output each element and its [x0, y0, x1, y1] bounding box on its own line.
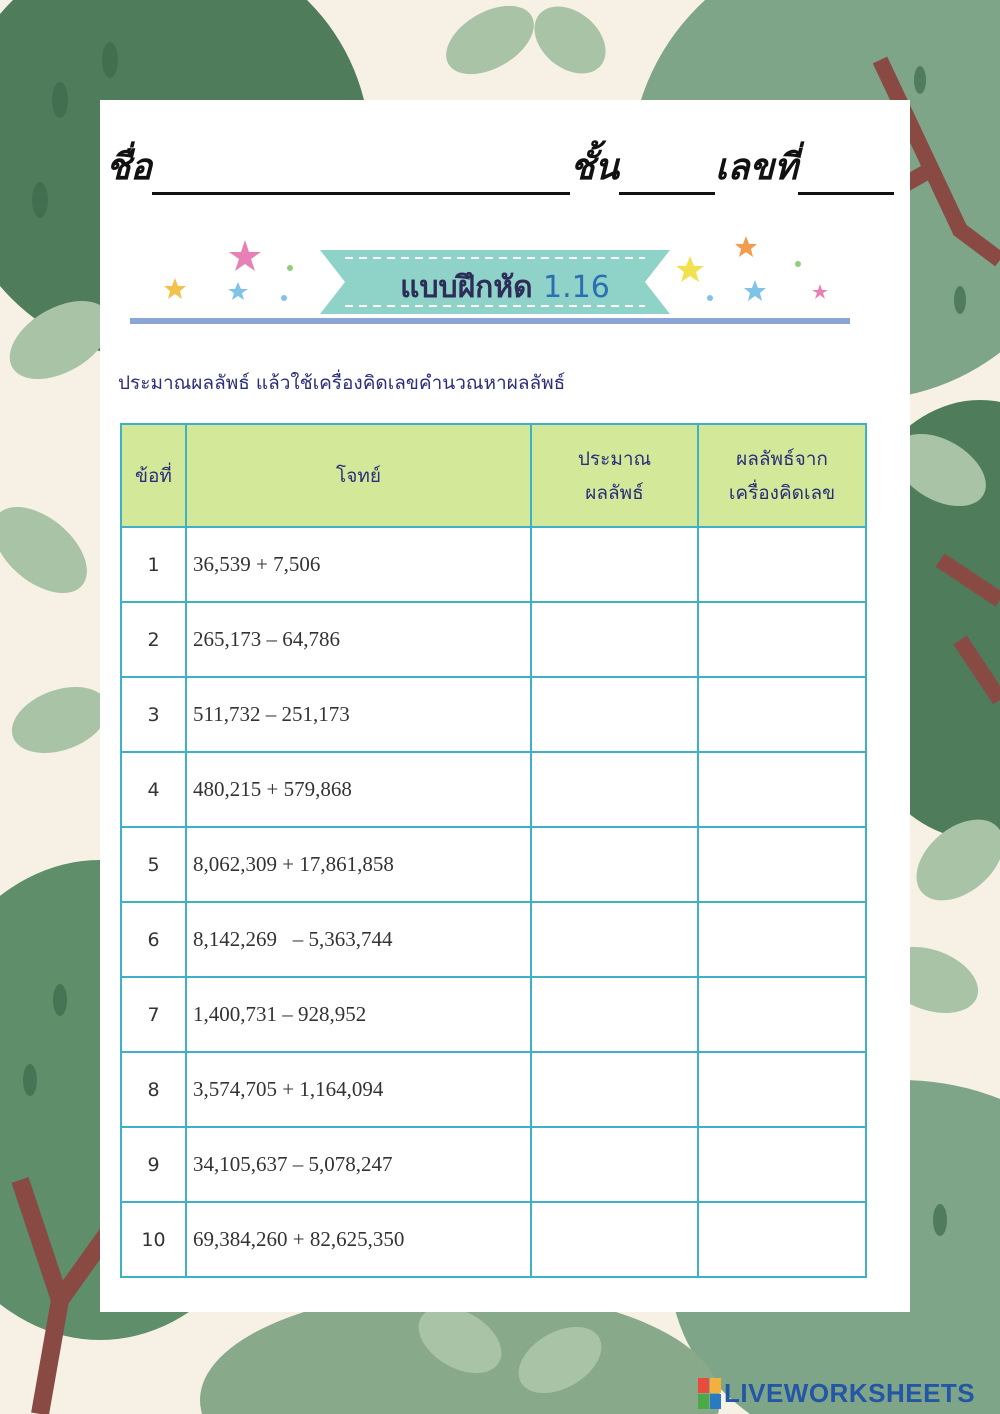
name-field[interactable]	[152, 154, 570, 195]
exercise-table	[120, 423, 867, 1278]
estimate-answer-cell[interactable]	[531, 1127, 698, 1202]
exercise-number: 1.16	[543, 270, 610, 305]
row-number: 8	[121, 1052, 186, 1127]
number-label: เลขที่	[715, 146, 798, 188]
calculator-answer-cell[interactable]	[698, 602, 866, 677]
calculator-answer-cell[interactable]	[698, 1202, 866, 1277]
estimate-answer-cell[interactable]	[531, 827, 698, 902]
exercise-label: แบบฝึกหัด	[400, 270, 533, 305]
problem-cell: 8,142,269 – 5,363,744	[186, 902, 531, 977]
table-header-row	[121, 424, 866, 527]
estimate-answer-cell[interactable]	[531, 677, 698, 752]
row-number: 9	[121, 1127, 186, 1202]
estimate-answer-cell[interactable]	[531, 1202, 698, 1277]
table-row	[121, 1127, 866, 1202]
estimate-answer-cell[interactable]	[531, 1052, 698, 1127]
problem-cell: 34,105,637 – 5,078,247	[186, 1127, 531, 1202]
calculator-answer-cell[interactable]	[698, 1052, 866, 1127]
row-number: 4	[121, 752, 186, 827]
worksheet-page	[100, 100, 910, 1312]
exercise-title	[100, 264, 910, 311]
instruction-text: ประมาณผลลัพธ์ แล้วใช้เครื่องคิดเลขคำนวณหาผลลัพธ์	[118, 372, 566, 394]
header-calculator-result: ผลลัพธ์จาก เครื่องคิดเลข	[698, 424, 866, 527]
row-number: 6	[121, 902, 186, 977]
table-row	[121, 977, 866, 1052]
table-row	[121, 602, 866, 677]
row-number: 5	[121, 827, 186, 902]
problem-cell: 3,574,705 + 1,164,094	[186, 1052, 531, 1127]
student-info-line	[106, 138, 906, 188]
calculator-answer-cell[interactable]	[698, 1127, 866, 1202]
calculator-answer-cell[interactable]	[698, 527, 866, 602]
calculator-answer-cell[interactable]	[698, 827, 866, 902]
table-row	[121, 827, 866, 902]
estimate-answer-cell[interactable]	[531, 977, 698, 1052]
calculator-answer-cell[interactable]	[698, 677, 866, 752]
problem-cell: 511,732 – 251,173	[186, 677, 531, 752]
row-number: 1	[121, 527, 186, 602]
problem-cell: 69,384,260 + 82,625,350	[186, 1202, 531, 1277]
class-label: ชั้น	[570, 146, 620, 188]
header-estimate: ประมาณ ผลลัพธ์	[531, 424, 698, 527]
table-row	[121, 677, 866, 752]
problem-cell: 480,215 + 579,868	[186, 752, 531, 827]
problem-cell: 1,400,731 – 928,952	[186, 977, 531, 1052]
calculator-answer-cell[interactable]	[698, 902, 866, 977]
table-row	[121, 1052, 866, 1127]
calculator-answer-cell[interactable]	[698, 977, 866, 1052]
problem-cell: 265,173 – 64,786	[186, 602, 531, 677]
row-number: 2	[121, 602, 186, 677]
table-row	[121, 527, 866, 602]
class-field[interactable]	[619, 154, 715, 195]
header-problem: โจทย์	[186, 424, 531, 527]
table-row	[121, 1202, 866, 1277]
row-number: 10	[121, 1202, 186, 1277]
estimate-answer-cell[interactable]	[531, 752, 698, 827]
table-row	[121, 902, 866, 977]
name-label: ชื่อ	[106, 146, 153, 188]
row-number: 7	[121, 977, 186, 1052]
table-row	[121, 752, 866, 827]
number-field[interactable]	[798, 154, 894, 195]
liveworksheets-logo-icon	[698, 1378, 722, 1410]
estimate-answer-cell[interactable]	[531, 902, 698, 977]
problem-cell: 36,539 + 7,506	[186, 527, 531, 602]
row-number: 3	[121, 677, 186, 752]
liveworksheets-brand[interactable]: LIVEWORKSHEETS	[724, 1378, 976, 1408]
calculator-answer-cell[interactable]	[698, 752, 866, 827]
problem-cell: 8,062,309 + 17,861,858	[186, 827, 531, 902]
estimate-answer-cell[interactable]	[531, 602, 698, 677]
header-item-number: ข้อที่	[121, 424, 186, 527]
estimate-answer-cell[interactable]	[531, 527, 698, 602]
